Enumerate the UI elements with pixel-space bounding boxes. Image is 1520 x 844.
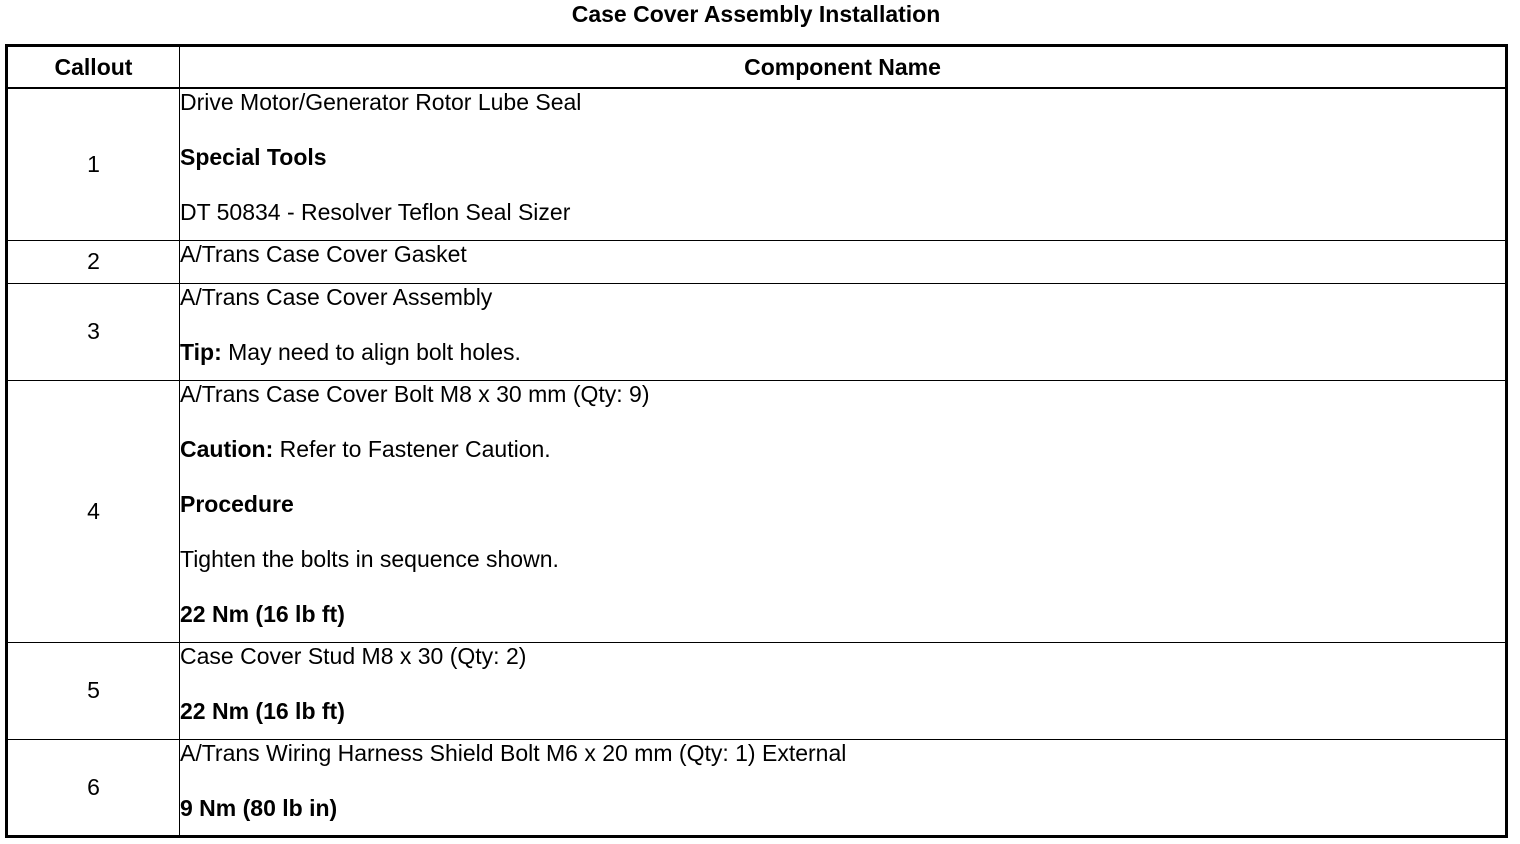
table-row xyxy=(7,283,1507,380)
caution-note xyxy=(180,436,1505,463)
component-cell xyxy=(180,283,1507,380)
component-cell xyxy=(180,642,1507,739)
component-cell xyxy=(180,240,1507,283)
component-name: Drive Motor/Generator Rotor Lube Seal xyxy=(180,89,582,115)
procedure-step: Tighten the bolts in sequence shown. xyxy=(180,545,559,572)
header-row xyxy=(7,46,1507,89)
callout-cell: 5 xyxy=(7,642,180,739)
table-row xyxy=(7,88,1507,240)
table-row xyxy=(7,642,1507,739)
component-name-header: Component Name xyxy=(180,46,1507,89)
table-row xyxy=(7,240,1507,283)
callout-cell: 3 xyxy=(7,283,180,380)
callout-cell: 2 xyxy=(7,240,180,283)
torque-spec: 9 Nm (80 lb in) xyxy=(180,794,338,821)
component-name: Case Cover Stud M8 x 30 (Qty: 2) xyxy=(180,642,527,669)
table-row xyxy=(7,380,1507,642)
callout-cell: 1 xyxy=(7,88,180,240)
component-cell xyxy=(180,380,1507,642)
tip-label: Tip: xyxy=(180,338,222,365)
callout-cell: 4 xyxy=(7,380,180,642)
torque-spec: 22 Nm (16 lb ft) xyxy=(180,697,345,724)
component-name: A/Trans Case Cover Bolt M8 x 30 mm (Qty: 9) xyxy=(180,380,650,407)
torque-spec: 22 Nm (16 lb ft) xyxy=(180,600,345,627)
tip-note xyxy=(180,339,1505,366)
table-title: Case Cover Assembly Installation xyxy=(571,1,941,27)
callout-cell: 6 xyxy=(7,739,180,836)
special-tool-item: DT 50834 - Resolver Teflon Seal Sizer xyxy=(180,199,571,225)
component-table xyxy=(5,44,1508,838)
component-cell xyxy=(180,739,1507,836)
callout-header: Callout xyxy=(7,46,180,89)
special-tools-label: Special Tools xyxy=(180,144,327,170)
caution-label: Caution: xyxy=(180,435,274,462)
component-cell xyxy=(180,88,1507,240)
component-name: A/Trans Wiring Harness Shield Bolt M6 x 20 mm (Qty: 1) External xyxy=(180,739,847,766)
procedure-label: Procedure xyxy=(180,490,294,517)
component-name: A/Trans Case Cover Assembly xyxy=(180,283,493,310)
component-name: A/Trans Case Cover Gasket xyxy=(180,240,467,267)
caution-text: Refer to Fastener Caution. xyxy=(273,435,551,462)
table-row xyxy=(7,739,1507,836)
tip-text: May need to align bolt holes. xyxy=(221,338,521,365)
